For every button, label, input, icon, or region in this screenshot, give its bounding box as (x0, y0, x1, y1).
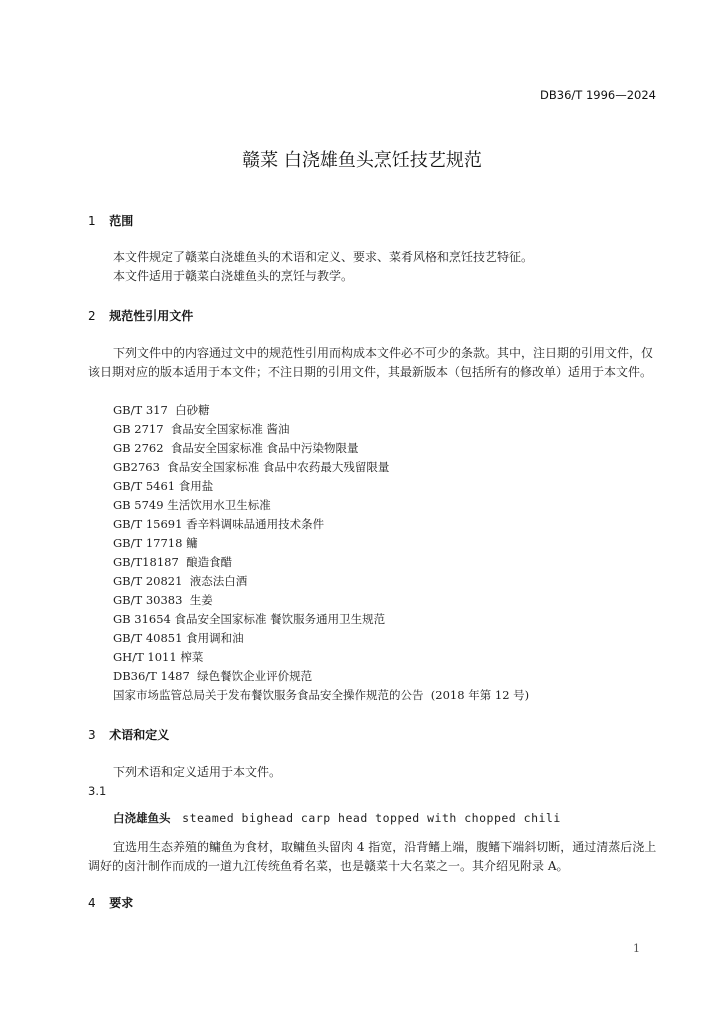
document-title: 赣菜 白浇雄鱼头烹饪技艺规范 (242, 150, 482, 171)
scope-paragraph-1: 本文件规定了赣菜白浇雄鱼头的术语和定义、要求、菜肴风格和烹饪技艺特征。 (113, 250, 534, 264)
section-title: 术语和定义 (109, 728, 170, 742)
section-1-heading (88, 212, 133, 229)
reference-item: GB/T 30383 生姜 (113, 593, 213, 607)
reference-item: GB 5749 生活饮用水卫生标准 (113, 498, 271, 512)
reference-item: GB/T 15691 香辛料调味品通用技术条件 (113, 517, 325, 531)
reference-item: DB36/T 1487 绿色餐饮企业评价规范 (113, 669, 313, 683)
section-4-heading (88, 894, 133, 911)
reference-item: GB 2717 食品安全国家标准 酱油 (113, 422, 290, 436)
section-title: 范围 (109, 214, 134, 228)
document-code: DB36/T 1996—2024 (540, 88, 656, 102)
section-title: 规范性引用文件 (109, 309, 194, 323)
reference-item: 国家市场监管总局关于发布餐饮服务食品安全操作规范的公告 (2018 年第 12 号) (113, 688, 530, 702)
section-number: 4 (88, 896, 96, 910)
section-number: 1 (88, 214, 96, 228)
reference-item: GH/T 1011 榨菜 (113, 650, 204, 664)
term-entry (113, 810, 561, 826)
section-2-heading (88, 307, 193, 324)
term-chinese: 白浇雄鱼头 (113, 811, 171, 825)
reference-item: GB 31654 食品安全国家标准 餐饮服务通用卫生规范 (113, 612, 386, 626)
reference-item: GB/T 317 白砂糖 (113, 403, 210, 417)
section-title: 要求 (109, 896, 134, 910)
reference-item: GB/T18187 酿造食醋 (113, 555, 233, 569)
reference-item: GB 2762 食品安全国家标准 食品中污染物限量 (113, 441, 359, 455)
page-number: 1 (633, 942, 640, 955)
reference-item: GB/T 17718 鳙 (113, 536, 198, 550)
reference-item: GB2763 食品安全国家标准 食品中农药最大残留限量 (113, 460, 390, 474)
scope-paragraph-2: 本文件适用于赣菜白浇雄鱼头的烹饪与教学。 (113, 269, 354, 283)
section-number: 3 (88, 728, 96, 742)
normative-intro: 下列文件中的内容通过文中的规范性引用而构成本文件必不可少的条款。其中，注日期的引用文件，仅该日期对应的版本适用于本文件；不注日期的引用文件，其最新版本（包括所有的修改单）适用于本文件。 (88, 346, 654, 379)
term-english: steamed bighead carp head topped with chopped chili (182, 811, 561, 825)
section-3-heading (88, 726, 169, 743)
reference-item: GB/T 20821 液态法白酒 (113, 574, 248, 588)
terms-intro: 下列术语和定义适用于本文件。 (113, 765, 282, 779)
reference-item: GB/T 40851 食用调和油 (113, 631, 244, 645)
term-definition: 宜选用生态养殖的鳙鱼为食材，取鳙鱼头留肉 4 指宽，沿背鳍上端，腹鳍下端斜切断，通过清蒸后浇上调好的卤汁制作而成的一道九江传统鱼肴名菜，也是赣菜十大名菜之一。其介绍见附录 A。 (88, 840, 657, 873)
reference-item: GB/T 5461 食用盐 (113, 479, 214, 493)
term-number: 3.1 (88, 784, 107, 798)
section-number: 2 (88, 309, 96, 323)
